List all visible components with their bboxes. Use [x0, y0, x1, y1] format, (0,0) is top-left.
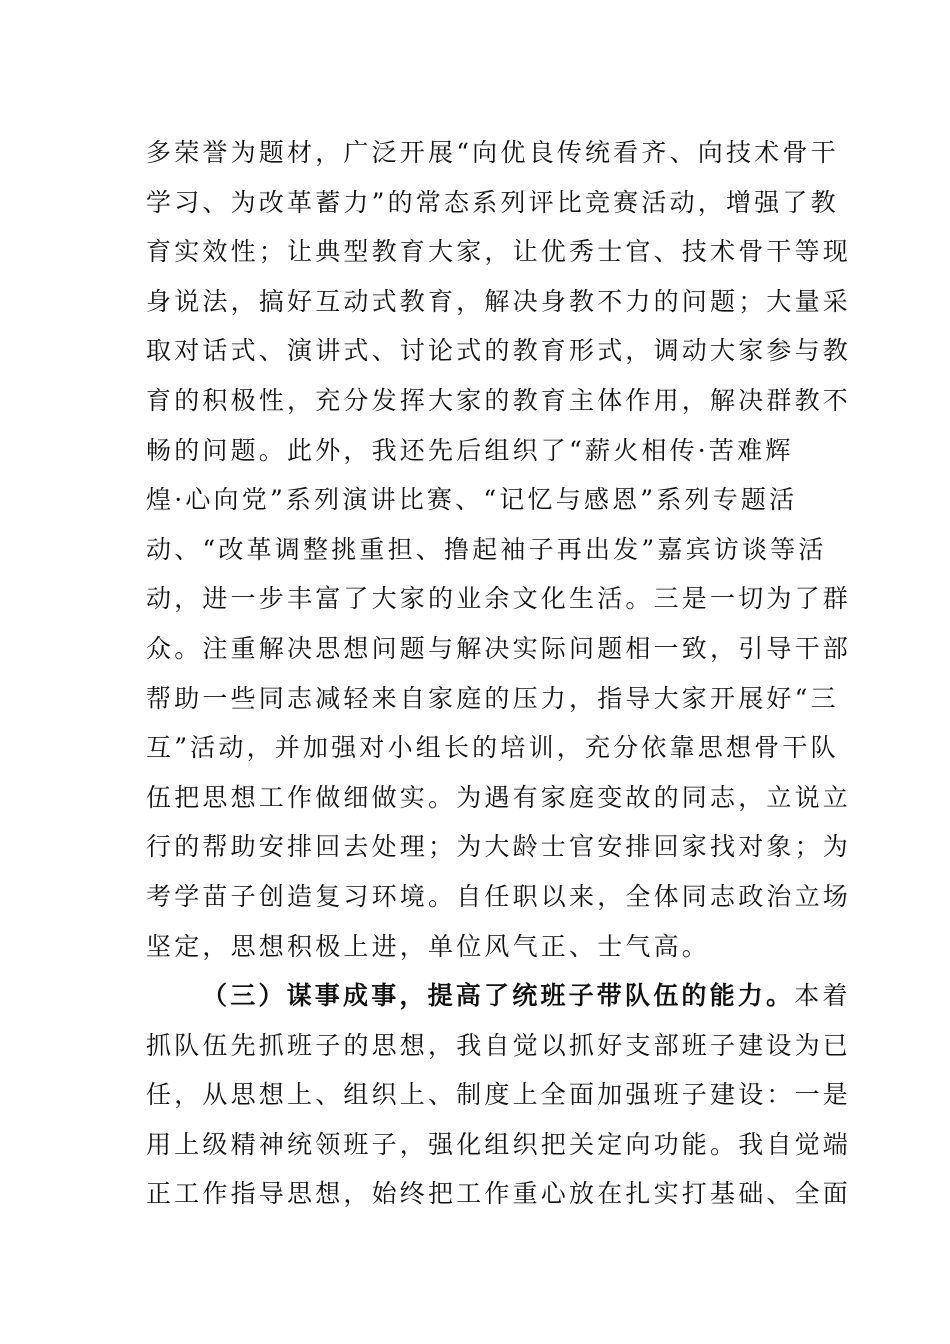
text-line: 任，从思想上、组织上、制度上全面加强班子建设：一是 — [146, 1080, 852, 1110]
text-line: 学习、为改革蓄力”的常态系列评比竞赛活动，增强了教 — [146, 187, 839, 217]
text-line: 正工作指导思想，始终把工作重心放在扎实打基础、全面 — [146, 1179, 852, 1209]
text-line: 帮助一些同志减轻来自家庭的压力，指导大家开展好“三 — [146, 683, 839, 713]
text-line: 取对话式、演讲式、讨论式的教育形式，调动大家参与教 — [146, 336, 852, 366]
text-line: 动，进一步丰富了大家的业余文化生活。三是一切为了群 — [146, 584, 852, 614]
section-3-heading: （三）谋事成事，提高了统班子带队伍的能力。 — [202, 981, 795, 1011]
text-line: 众。注重解决思想问题与解决实际问题相一致，引导干部 — [146, 633, 852, 663]
text-line: 互”活动，并加强对小组长的培训，充分依靠思想骨干队 — [146, 733, 839, 763]
text-line: 身说法，搞好互动式教育，解决身教不力的问题；大量采 — [146, 286, 852, 316]
text-line: 育实效性；让典型教育大家，让优秀士官、技术骨干等现 — [146, 237, 852, 267]
text-line: 动、“改革调整挑重担、撸起袖子再出发”嘉宾访谈等活 — [146, 534, 827, 564]
text-line: 用上级精神统领班子，强化组织把关定向功能。我自觉端 — [146, 1129, 852, 1159]
text-line: 抓队伍先抓班子的思想，我自觉以抓好支部班子建设为已 — [146, 1030, 852, 1060]
text-line: 育的积极性，充分发挥大家的教育主体作用，解决群教不 — [146, 385, 852, 415]
text-line: 行的帮助安排回去处理；为大龄士官安排回家找对象；为 — [146, 832, 852, 862]
text-line: 伍把思想工作做细做实。为遇有家庭变故的同志，立说立 — [146, 782, 852, 812]
section-3-first-line-text: 本着 — [794, 981, 851, 1011]
text-line: 多荣誉为题材，广泛开展“向优良传统看齐、向技术骨干 — [146, 138, 839, 167]
section-3-first-line — [146, 971, 851, 1021]
text-line: 考学苗子创造复习环境。自任职以来，全体同志政治立场 — [146, 881, 852, 911]
text-line: 畅的问题。此外，我还先后组织了“薪火相传·苦难辉 — [146, 435, 794, 465]
text-line: 坚定，思想积极上进，单位风气正、士气高。 — [146, 931, 711, 961]
document-body — [146, 128, 852, 1219]
text-line: 煌·心向党”系列演讲比赛、“记忆与感恩”系列专题活 — [146, 485, 798, 515]
